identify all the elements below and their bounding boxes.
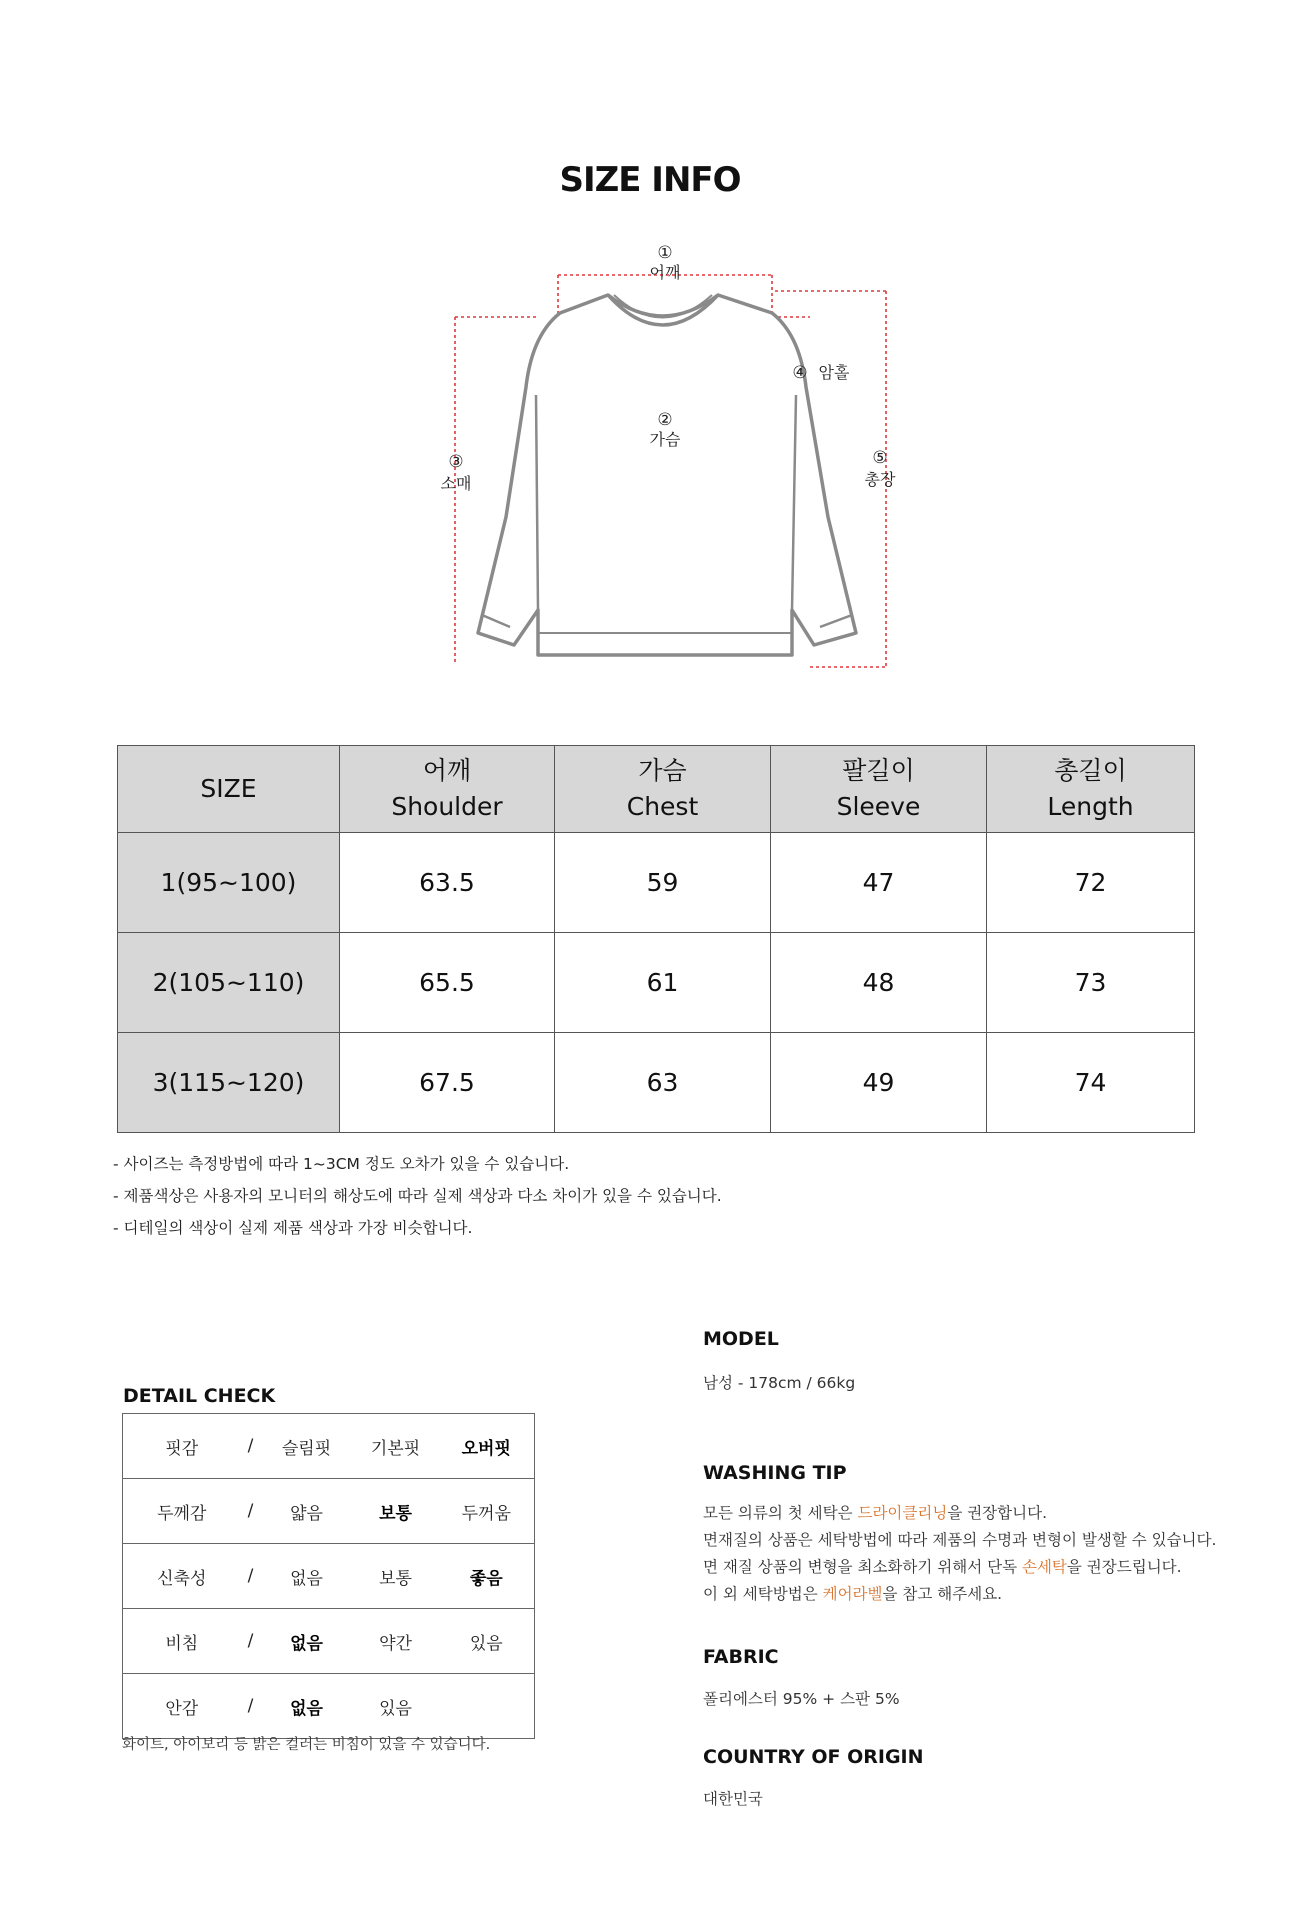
chest-cell: 63 <box>555 1033 771 1133</box>
detail-check-title: DETAIL CHECK <box>123 1385 276 1407</box>
sleeve-cell: 47 <box>771 833 987 933</box>
detail-option: 있음 <box>439 1609 535 1674</box>
detail-row-thickness <box>123 1479 535 1544</box>
sweatshirt-outline <box>478 295 856 655</box>
detail-option-selected: 오버핏 <box>439 1414 535 1479</box>
origin-title: COUNTRY OF ORIGIN <box>703 1746 924 1768</box>
detail-option-selected: 없음 <box>261 1674 353 1739</box>
header-chest: 가슴 Chest <box>555 746 771 833</box>
note-line: - 디테일의 색상이 실제 제품 색상과 가장 비슷합니다. <box>113 1219 473 1237</box>
shoulder-cell: 65.5 <box>340 933 555 1033</box>
garment-measurement-diagram <box>400 235 900 675</box>
model-text: 남성 - 178cm / 66kg <box>703 1374 856 1392</box>
table-row <box>118 1033 1195 1133</box>
detail-label: 신축성 <box>123 1544 241 1609</box>
sleeve-label: 소매 <box>440 474 472 493</box>
size-notes <box>113 1148 722 1244</box>
fabric-text: 폴리에스터 95% + 스판 5% <box>703 1690 900 1708</box>
detail-option: 기본핏 <box>353 1414 439 1479</box>
size-cell: 3(115~120) <box>118 1033 340 1133</box>
detail-option: 슬림핏 <box>261 1414 353 1479</box>
detail-separator: / <box>241 1414 261 1479</box>
chest-label: 가슴 <box>649 430 681 449</box>
detail-option: 약간 <box>353 1609 439 1674</box>
washing-title: WASHING TIP <box>703 1462 847 1484</box>
washing-line: 모든 의류의 첫 세탁은 드라이클리닝을 권장합니다. <box>703 1504 1048 1522</box>
detail-option: 두꺼움 <box>439 1479 535 1544</box>
detail-label: 안감 <box>123 1674 241 1739</box>
detail-option-selected: 좋음 <box>439 1544 535 1609</box>
fabric-title: FABRIC <box>703 1646 779 1668</box>
length-num: ⑤ <box>872 448 888 468</box>
armhole-label: 암홀 <box>818 363 850 382</box>
size-table-header <box>118 746 1195 833</box>
header-sleeve: 팔길이 Sleeve <box>771 746 987 833</box>
detail-option-selected: 없음 <box>261 1609 353 1674</box>
model-title: MODEL <box>703 1328 779 1350</box>
table-row <box>118 933 1195 1033</box>
washing-line: 면재질의 상품은 세탁방법에 따라 제품의 수명과 변형이 발생할 수 있습니다. <box>703 1531 1217 1549</box>
detail-option <box>439 1674 535 1739</box>
detail-option: 있음 <box>353 1674 439 1739</box>
detail-separator: / <box>241 1544 261 1609</box>
washing-text <box>703 1500 1216 1608</box>
note-line: - 사이즈는 측정방법에 따라 1~3CM 정도 오차가 있을 수 있습니다. <box>113 1155 570 1173</box>
armhole-num: ④ <box>792 363 808 383</box>
header-shoulder: 어깨 Shoulder <box>340 746 555 833</box>
detail-separator: / <box>241 1674 261 1739</box>
detail-check-note: 화이트, 아이보리 등 밝은 컬러는 비침이 있을 수 있습니다. <box>122 1737 491 1753</box>
detail-option: 얇음 <box>261 1479 353 1544</box>
detail-option: 없음 <box>261 1544 353 1609</box>
detail-option-selected: 보통 <box>353 1479 439 1544</box>
page-title: SIZE INFO <box>559 160 741 200</box>
detail-label: 핏감 <box>123 1414 241 1479</box>
shoulder-label: 어깨 <box>649 263 681 282</box>
table-row <box>118 833 1195 933</box>
note-line: - 제품색상은 사용자의 모니터의 해상도에 따라 실제 색상과 다소 차이가 있을 수 있습니다. <box>113 1187 722 1205</box>
size-cell: 1(95~100) <box>118 833 340 933</box>
detail-label: 두께감 <box>123 1479 241 1544</box>
size-cell: 2(105~110) <box>118 933 340 1033</box>
dry-cleaning-highlight: 드라이클리닝 <box>857 1504 948 1522</box>
shoulder-cell: 67.5 <box>340 1033 555 1133</box>
detail-row-stretch <box>123 1544 535 1609</box>
size-table <box>117 745 1195 1133</box>
detail-label: 비침 <box>123 1609 241 1674</box>
detail-separator: / <box>241 1479 261 1544</box>
washing-line: 면 재질 상품의 변형을 최소화하기 위해서 단독 손세탁을 권장드립니다. <box>703 1558 1182 1576</box>
detail-option: 보통 <box>353 1544 439 1609</box>
chest-cell: 59 <box>555 833 771 933</box>
shoulder-num: ① <box>657 243 673 263</box>
chest-num: ② <box>657 410 673 430</box>
chest-cell: 61 <box>555 933 771 1033</box>
length-label: 총장 <box>864 470 896 489</box>
care-label-highlight: 케어라벨 <box>822 1585 883 1603</box>
length-cell: 74 <box>987 1033 1195 1133</box>
shoulder-cell: 63.5 <box>340 833 555 933</box>
detail-row-lining <box>123 1674 535 1739</box>
hand-wash-highlight: 손세탁 <box>1021 1558 1067 1576</box>
length-cell: 73 <box>987 933 1195 1033</box>
origin-text: 대한민국 <box>703 1790 763 1808</box>
detail-row-fit <box>123 1414 535 1479</box>
sleeve-num: ③ <box>448 452 464 472</box>
detail-check-table <box>122 1413 535 1739</box>
sleeve-cell: 48 <box>771 933 987 1033</box>
detail-row-sheer <box>123 1609 535 1674</box>
header-length: 총길이 Length <box>987 746 1195 833</box>
washing-line: 이 외 세탁방법은 케어라벨을 참고 해주세요. <box>703 1585 1003 1603</box>
length-cell: 72 <box>987 833 1195 933</box>
detail-separator: / <box>241 1609 261 1674</box>
header-size: SIZE <box>118 746 340 833</box>
sleeve-cell: 49 <box>771 1033 987 1133</box>
